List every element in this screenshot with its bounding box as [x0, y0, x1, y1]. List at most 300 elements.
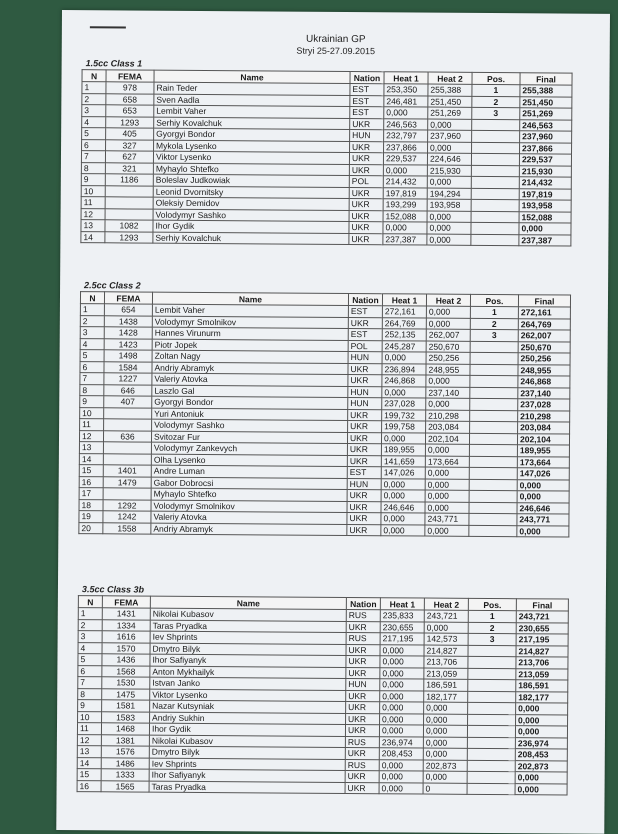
pos-cell	[472, 130, 520, 142]
fema-cell: 1438	[104, 315, 152, 327]
nation-cell: UKR	[348, 317, 382, 329]
section-title: 3.5cc Class 3b	[81, 584, 145, 595]
pen-mark	[90, 26, 126, 28]
section-class-3b	[77, 584, 569, 795]
col-n-header: N	[78, 596, 102, 608]
rank-cell: 3	[82, 105, 106, 117]
rank-cell: 4	[80, 338, 104, 350]
fema-cell	[105, 197, 153, 209]
name-cell: Zoltan Nagy	[152, 350, 348, 363]
final-cell: 236,974	[515, 737, 567, 749]
rank-cell: 3	[78, 631, 102, 643]
pos-cell: 1	[468, 610, 516, 622]
rank-cell: 13	[77, 746, 101, 758]
fema-cell: 1381	[101, 734, 149, 746]
heat1-cell: 0,000	[380, 690, 424, 702]
heat1-cell: 0,000	[381, 513, 425, 525]
heat2-cell: 0,000	[423, 748, 467, 760]
document-subtitle: Stryi 25-27.09.2015	[296, 45, 376, 57]
heat2-cell: 0,000	[425, 479, 469, 491]
final-cell: 217,195	[516, 634, 568, 646]
nation-cell: HUN	[346, 678, 380, 690]
heat1-cell: 0,000	[383, 164, 427, 176]
rank-cell: 16	[79, 476, 103, 488]
pos-cell	[471, 176, 519, 188]
pos-cell	[472, 119, 520, 131]
heat2-cell: 186,591	[424, 679, 468, 691]
results-table	[80, 69, 572, 246]
name-cell: Rain Teder	[154, 82, 350, 95]
heat1-cell: 0,000	[380, 644, 424, 656]
nation-cell: UKR	[348, 363, 382, 375]
col-fema-header: FEMA	[104, 292, 152, 304]
heat1-cell: 0,000	[381, 478, 425, 490]
pos-cell	[471, 211, 519, 223]
heat2-cell: 210,298	[426, 410, 470, 422]
final-cell: 237,387	[519, 234, 571, 246]
rank-cell: 8	[81, 162, 105, 174]
final-cell: 272,161	[518, 307, 570, 319]
heat2-cell: 251,269	[428, 107, 472, 119]
pos-cell	[468, 645, 516, 657]
nation-cell: UKR	[347, 501, 381, 513]
heat2-cell: 0,000	[426, 398, 470, 410]
section-class-1	[80, 58, 572, 246]
col-pos-header: Pos.	[470, 294, 518, 306]
nation-cell: UKR	[347, 432, 381, 444]
name-cell: Ihor Safiyanyk	[149, 769, 345, 782]
fema-cell: 1570	[102, 642, 150, 654]
name-cell: Lembit Vaher	[152, 304, 348, 317]
name-cell: Ihor Gydik	[149, 723, 345, 736]
name-cell: Myhaylo Shtefko	[153, 163, 349, 176]
final-cell: 189,955	[517, 445, 569, 457]
pos-cell: 3	[470, 329, 518, 341]
rank-cell: 13	[79, 442, 103, 454]
fema-cell: 1576	[101, 746, 149, 758]
heat2-cell: 0,000	[428, 142, 472, 154]
rank-cell: 14	[77, 757, 101, 769]
final-cell: 230,655	[516, 622, 568, 634]
final-cell: 237,140	[518, 387, 570, 399]
name-cell: Laszlo Gal	[152, 385, 348, 398]
fema-cell: 1082	[105, 220, 153, 232]
heat2-cell: 0,000	[425, 525, 469, 537]
heat1-cell: 0,000	[384, 107, 428, 119]
heat2-cell: 202,104	[425, 433, 469, 445]
rank-cell: 16	[77, 780, 101, 792]
nation-cell: POL	[349, 176, 383, 188]
heat1-cell: 237,866	[384, 141, 428, 153]
fema-cell: 1333	[101, 769, 149, 781]
final-cell: 243,771	[517, 514, 569, 526]
table-row	[79, 522, 569, 537]
heat1-cell: 0,000	[380, 667, 424, 679]
heat2-cell: 262,007	[426, 329, 470, 341]
final-cell: 250,256	[518, 353, 570, 365]
nation-cell: RUS	[346, 609, 380, 621]
nation-cell: POL	[348, 340, 382, 352]
col-pos-header: Pos.	[472, 72, 520, 84]
fema-cell: 1227	[104, 373, 152, 385]
heat1-cell: 199,758	[382, 421, 426, 433]
fema-cell: 321	[105, 162, 153, 174]
pos-cell	[470, 398, 518, 410]
rank-cell: 5	[78, 654, 102, 666]
name-cell: Dmytro Bilyk	[150, 643, 346, 656]
nation-cell: UKR	[347, 524, 381, 536]
heat2-cell: 0,000	[427, 176, 471, 188]
nation-cell: UKR	[346, 667, 380, 679]
fema-cell: 1486	[101, 757, 149, 769]
nation-cell: UKR	[345, 724, 379, 736]
name-cell: Valeriy Atovka	[152, 373, 348, 386]
heat1-cell: 208,453	[379, 748, 423, 760]
pos-cell	[467, 760, 515, 772]
fema-cell	[104, 407, 152, 419]
heat2-cell: 224,646	[427, 153, 471, 165]
heat1-cell: 232,797	[384, 130, 428, 142]
heat2-cell: 213,059	[424, 668, 468, 680]
fema-cell: 658	[106, 93, 154, 105]
heat2-cell: 0,000	[427, 211, 471, 223]
final-cell: 255,388	[520, 85, 572, 97]
heat1-cell: 0,000	[379, 759, 423, 771]
final-cell: 193,958	[519, 200, 571, 212]
fema-cell: 978	[106, 82, 154, 94]
rank-cell: 1	[78, 608, 102, 620]
rank-cell: 1	[82, 82, 106, 94]
final-cell: 210,298	[518, 410, 570, 422]
rank-cell: 17	[79, 488, 103, 500]
fema-cell: 1568	[102, 665, 150, 677]
heat1-cell: 237,028	[382, 398, 426, 410]
heat2-cell: 0,000	[427, 234, 471, 246]
name-cell: Iev Shprints	[150, 631, 346, 644]
rank-cell: 5	[82, 128, 106, 140]
pos-cell	[471, 199, 519, 211]
heat1-cell: 147,026	[381, 467, 425, 479]
pos-cell	[467, 783, 515, 795]
final-cell: 0,000	[515, 726, 567, 738]
pos-cell	[469, 467, 517, 479]
fema-cell: 1401	[103, 465, 151, 477]
rank-cell: 13	[81, 220, 105, 232]
heat1-cell: 264,769	[382, 317, 426, 329]
final-cell: 246,868	[518, 376, 570, 388]
rank-cell: 4	[82, 116, 106, 128]
rank-cell: 15	[79, 465, 103, 477]
name-cell: Andre Luman	[151, 465, 347, 478]
heat1-cell: 230,655	[380, 621, 424, 633]
heat1-cell: 0,000	[382, 352, 426, 364]
heat2-cell: 250,256	[426, 352, 470, 364]
name-cell: Andriy Abramyk	[152, 362, 348, 375]
col-n-header: N	[82, 70, 106, 82]
col-nation-header: Nation	[348, 294, 382, 306]
final-cell: 0,000	[517, 479, 569, 491]
heat2-cell: 0,000	[425, 467, 469, 479]
heat1-cell: 237,387	[383, 233, 427, 245]
rank-cell: 6	[78, 665, 102, 677]
fema-cell: 1428	[104, 327, 152, 339]
col-pos-header: Pos.	[468, 598, 516, 610]
heat2-cell: 237,140	[426, 387, 470, 399]
nation-cell: EST	[350, 95, 384, 107]
heat2-cell: 215,930	[427, 165, 471, 177]
final-cell: 229,537	[519, 154, 571, 166]
pos-cell	[471, 165, 519, 177]
final-cell: 202,104	[517, 433, 569, 445]
rank-cell: 11	[81, 197, 105, 209]
name-cell: Serhiy Kovalchuk	[154, 117, 350, 130]
col-name-header: Name	[152, 292, 348, 305]
name-cell: Piotr Jopek	[152, 339, 348, 352]
nation-cell: UKR	[349, 164, 383, 176]
name-cell: Volodymyr Smolnikov	[151, 500, 347, 513]
pos-cell	[470, 341, 518, 353]
heat1-cell: 0,000	[379, 771, 423, 783]
fema-cell: 1436	[102, 654, 150, 666]
heat1-cell: 193,299	[383, 199, 427, 211]
name-cell: Viktor Lysenko	[153, 151, 349, 164]
pos-cell: 2	[470, 318, 518, 330]
final-cell: 248,955	[518, 364, 570, 376]
pos-cell: 2	[472, 96, 520, 108]
nation-cell: UKR	[349, 222, 383, 234]
final-cell: 0,000	[516, 703, 568, 715]
col-heat2-header: Heat 2	[426, 294, 470, 306]
fema-cell	[104, 419, 152, 431]
fema-cell: 405	[106, 128, 154, 140]
final-cell: 202,873	[515, 760, 567, 772]
heat1-cell: 0,000	[382, 386, 426, 398]
nation-cell: UKR	[346, 655, 380, 667]
rank-cell: 10	[80, 407, 104, 419]
heat2-cell: 173,664	[425, 456, 469, 468]
col-heat1-header: Heat 1	[384, 72, 428, 84]
heat2-cell: 193,958	[427, 199, 471, 211]
rank-cell: 10	[81, 185, 105, 197]
col-fema-header: FEMA	[102, 596, 150, 608]
section-class-2	[78, 280, 571, 537]
pos-cell	[469, 525, 517, 537]
name-cell: Ihor Safiyanyk	[150, 654, 346, 667]
final-cell: 182,177	[516, 691, 568, 703]
final-cell: 0,000	[519, 223, 571, 235]
rank-cell: 9	[80, 396, 104, 408]
final-cell: 246,563	[520, 119, 572, 131]
nation-cell: UKR	[346, 644, 380, 656]
fema-cell: 627	[105, 151, 153, 163]
nation-cell: RUS	[345, 759, 379, 771]
fema-cell: 1584	[104, 361, 152, 373]
name-cell: Leonid Dvornitsky	[153, 186, 349, 199]
pos-cell	[467, 748, 515, 760]
fema-cell: 1583	[102, 711, 150, 723]
name-cell: Sven Aadla	[154, 94, 350, 107]
heat1-cell: 199,732	[382, 409, 426, 421]
final-cell: 237,866	[520, 142, 572, 154]
heat2-cell: 0,000	[424, 622, 468, 634]
rank-cell: 14	[81, 231, 105, 243]
fema-cell: 1242	[103, 511, 151, 523]
rank-cell: 4	[78, 642, 102, 654]
name-cell: Taras Pryadka	[149, 781, 345, 794]
heat1-cell: 252,135	[382, 329, 426, 341]
pos-cell	[469, 513, 517, 525]
nation-cell: UKR	[350, 141, 384, 153]
rank-cell: 2	[80, 315, 104, 327]
fema-cell: 1558	[103, 522, 151, 534]
nation-cell: UKR	[348, 421, 382, 433]
rank-cell: 6	[82, 139, 106, 151]
name-cell: Volodymyr Sashko	[153, 209, 349, 222]
rank-cell: 5	[80, 350, 104, 362]
heat2-cell: 0,000	[428, 119, 472, 131]
heat1-cell: 152,088	[383, 210, 427, 222]
heat1-cell: 246,868	[382, 375, 426, 387]
fema-cell: 1186	[105, 174, 153, 186]
final-cell: 251,269	[520, 108, 572, 120]
fema-cell	[105, 208, 153, 220]
heat1-cell: 0,000	[379, 725, 423, 737]
heat1-cell: 0,000	[380, 656, 424, 668]
name-cell: Gyorgyi Bondor	[152, 396, 348, 409]
nation-cell: HUN	[350, 130, 384, 142]
pos-cell	[471, 153, 519, 165]
rank-cell: 6	[80, 361, 104, 373]
results-sheet	[56, 10, 610, 834]
heat1-cell: 236,894	[382, 363, 426, 375]
fema-cell	[103, 488, 151, 500]
heat1-cell: 217,195	[380, 633, 424, 645]
rank-cell: 12	[77, 734, 101, 746]
fema-cell: 1475	[102, 688, 150, 700]
name-cell: Volodymyr Smolnikov	[152, 316, 348, 329]
nation-cell: UKR	[347, 455, 381, 467]
heat2-cell: 0,000	[423, 771, 467, 783]
col-nation-header: Nation	[350, 72, 384, 84]
nation-cell: HUN	[348, 386, 382, 398]
nation-cell: RUS	[346, 632, 380, 644]
fema-cell: 407	[104, 396, 152, 408]
pos-cell	[467, 725, 515, 737]
heat2-cell: 0,000	[425, 490, 469, 502]
heat2-cell: 214,827	[424, 645, 468, 657]
fema-cell: 1581	[102, 700, 150, 712]
final-cell: 0,000	[515, 783, 567, 795]
heat2-cell: 202,873	[423, 760, 467, 772]
col-heat2-header: Heat 2	[424, 598, 468, 610]
col-name-header: Name	[154, 70, 350, 83]
heat1-cell: 0,000	[379, 782, 423, 794]
nation-cell: HUN	[348, 398, 382, 410]
heat2-cell: 243,721	[424, 610, 468, 622]
rank-cell: 14	[79, 453, 103, 465]
heat1-cell: 253,350	[384, 84, 428, 96]
fema-cell: 1530	[102, 677, 150, 689]
section-title: 2.5cc Class 2	[84, 280, 141, 291]
rank-cell: 2	[78, 619, 102, 631]
fema-cell: 1423	[104, 338, 152, 350]
name-cell: Lembit Vaher	[154, 105, 350, 118]
pos-cell	[468, 668, 516, 680]
name-cell: Gabor Dobrocsi	[151, 477, 347, 490]
heat2-cell: 194,294	[427, 188, 471, 200]
pos-cell	[471, 222, 519, 234]
name-cell: Andriy Abramyk	[151, 523, 347, 536]
name-cell: Viktor Lysenko	[150, 689, 346, 702]
name-cell: Nikolai Kubasov	[149, 735, 345, 748]
heat2-cell: 0	[423, 783, 467, 795]
heat1-cell: 0,000	[380, 679, 424, 691]
final-cell: 173,664	[517, 456, 569, 468]
rank-cell: 11	[80, 419, 104, 431]
heat2-cell: 243,771	[425, 513, 469, 525]
rank-cell: 18	[79, 499, 103, 511]
final-cell: 237,960	[520, 131, 572, 143]
fema-cell: 646	[104, 384, 152, 396]
name-cell: Anton Mykhailyk	[150, 666, 346, 679]
fema-cell: 1468	[101, 723, 149, 735]
pos-cell	[469, 490, 517, 502]
col-heat2-header: Heat 2	[428, 72, 472, 84]
final-cell: 237,028	[518, 399, 570, 411]
col-fema-header: FEMA	[106, 70, 154, 82]
rank-cell: 8	[78, 688, 102, 700]
rank-cell: 12	[81, 208, 105, 220]
pos-cell	[468, 702, 516, 714]
name-cell: Dmytro Bilyk	[149, 746, 345, 759]
final-cell: 0,000	[517, 525, 569, 537]
final-cell: 197,819	[519, 188, 571, 200]
heat1-cell: 272,161	[382, 306, 426, 318]
heat2-cell: 250,670	[426, 341, 470, 353]
nation-cell: UKR	[350, 118, 384, 130]
rank-cell: 10	[78, 711, 102, 723]
name-cell: Volodymyr Sashko	[152, 419, 348, 432]
nation-cell: UKR	[349, 233, 383, 245]
nation-cell: UKR	[346, 690, 380, 702]
final-cell: 152,088	[519, 211, 571, 223]
final-cell: 214,827	[516, 645, 568, 657]
name-cell: Nikolai Kubasov	[150, 608, 346, 621]
heat2-cell: 0,000	[426, 375, 470, 387]
nation-cell: EST	[347, 467, 381, 479]
heat2-cell: 0,000	[425, 444, 469, 456]
nation-cell: UKR	[345, 782, 379, 794]
pos-cell	[469, 479, 517, 491]
pos-cell: 2	[468, 622, 516, 634]
fema-cell: 654	[104, 304, 152, 316]
heat2-cell: 0,000	[426, 306, 470, 318]
fema-cell: 1498	[104, 350, 152, 362]
heat1-cell: 0,000	[383, 222, 427, 234]
col-heat1-header: Heat 1	[380, 598, 424, 610]
nation-cell: HUN	[348, 352, 382, 364]
pos-cell	[468, 691, 516, 703]
heat1-cell: 189,955	[381, 444, 425, 456]
heat1-cell: 235,833	[380, 610, 424, 622]
name-cell: Serhiy Kovalchuk	[153, 232, 349, 245]
heat1-cell: 0,000	[381, 490, 425, 502]
heat1-cell: 229,537	[383, 153, 427, 165]
heat1-cell: 0,000	[380, 713, 424, 725]
fema-cell: 1616	[102, 631, 150, 643]
col-heat1-header: Heat 1	[382, 294, 426, 306]
final-cell: 264,769	[518, 318, 570, 330]
